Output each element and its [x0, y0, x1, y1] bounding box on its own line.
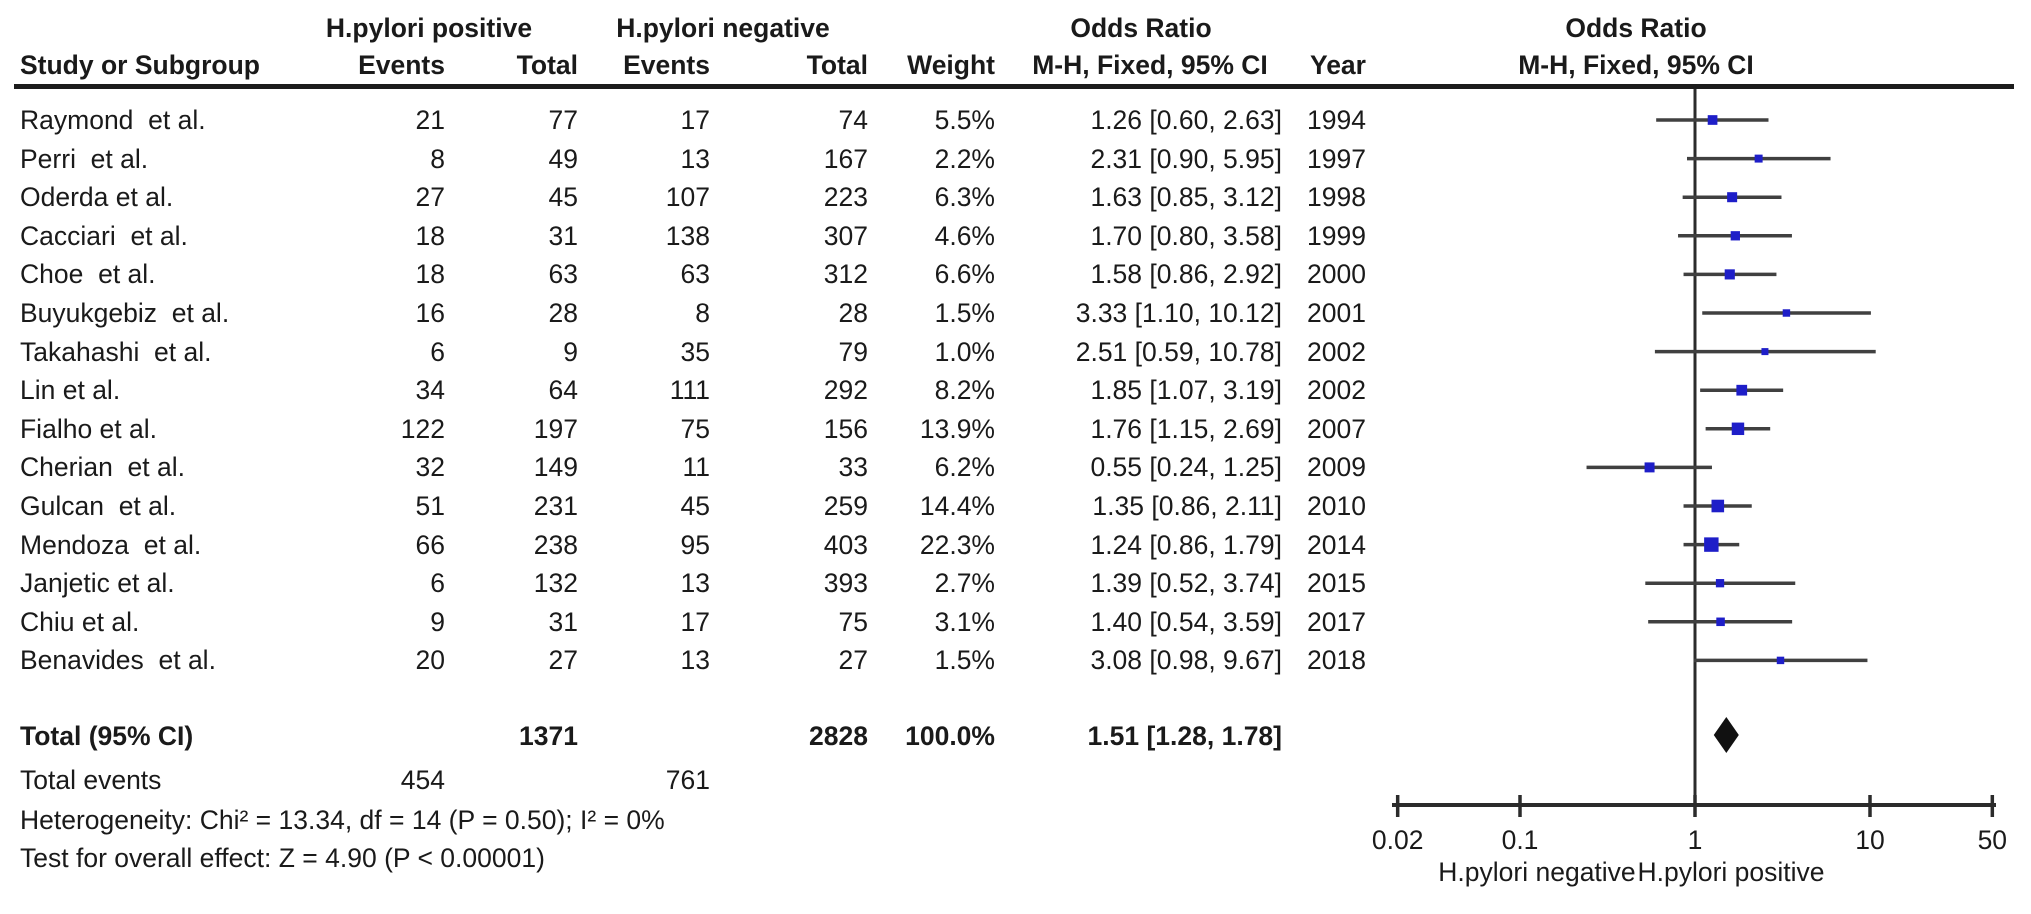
weight-cell: 6.3%	[934, 182, 995, 213]
year-cell: 1994	[1307, 105, 1366, 135]
or-square-marker	[1732, 423, 1744, 435]
weight-cell: 4.6%	[934, 220, 995, 251]
study-name-cell: Choe et al.	[20, 259, 156, 290]
or-ci-cell: 2.31 [0.90, 5.95]	[1090, 143, 1282, 174]
total-positive-cell: 49	[548, 143, 578, 174]
total-positive-cell: 77	[548, 105, 578, 135]
or-square-marker	[1716, 618, 1725, 627]
events-negative-cell: 17	[680, 105, 710, 135]
total-negative-cell: 167	[823, 143, 868, 174]
year-cell: 2009	[1307, 452, 1366, 483]
or-ci-cell: 2.51 [0.59, 10.78]	[1075, 336, 1282, 367]
total-negative-sum: 2828	[809, 721, 868, 751]
or-ci-cell: 1.76 [1.15, 2.69]	[1090, 413, 1282, 444]
plot-title: Odds Ratio	[1565, 13, 1707, 43]
or-square-marker	[1645, 462, 1655, 472]
study-name-cell: Buyukgebiz et al.	[20, 298, 230, 328]
heterogeneity-stats: Heterogeneity: Chi² = 13.34, df = 14 (P = 0.50); I² = 0%	[20, 805, 665, 835]
events-negative-cell: 45	[680, 491, 710, 521]
events-positive-cell: 16	[415, 298, 445, 328]
total-negative-cell: 312	[823, 259, 868, 290]
plot-subtitle: M-H, Fixed, 95% CI	[1518, 50, 1754, 80]
events-negative-cell: 111	[669, 375, 710, 406]
total-positive-cell: 64	[548, 375, 578, 406]
events-positive-cell: 6	[430, 568, 445, 599]
total-positive-sum: 1371	[519, 721, 578, 751]
total-positive-cell: 63	[548, 259, 578, 290]
study-name-cell: Oderda et al.	[20, 182, 174, 213]
overall-effect-stats: Test for overall effect: Z = 4.90 (P < 0.00001)	[20, 843, 545, 873]
study-name-cell: Janjetic et al.	[20, 568, 175, 599]
or-ci-cell: 1.63 [0.85, 3.12]	[1090, 182, 1282, 213]
year-cell: 2002	[1307, 336, 1366, 367]
total-negative-cell: 79	[838, 336, 868, 367]
or-square-marker	[1725, 269, 1735, 279]
or-square-marker	[1755, 155, 1763, 163]
total-positive-cell: 197	[533, 413, 578, 444]
total-negative-cell: 28	[838, 298, 868, 328]
study-name-cell: Chiu et al.	[20, 606, 140, 637]
or-square-marker	[1712, 500, 1725, 513]
events-negative-cell: 8	[695, 298, 710, 328]
study-name-cell: Benavides et al.	[20, 645, 216, 676]
events-negative-cell: 13	[680, 568, 710, 599]
weight-cell: 8.2%	[934, 375, 995, 406]
weight-cell: 2.2%	[934, 143, 995, 174]
total-positive-cell: 45	[548, 182, 578, 213]
total-positive-cell: 238	[533, 529, 578, 560]
weight-cell: 1.5%	[934, 298, 995, 328]
events-negative-cell: 95	[680, 529, 710, 560]
or-ci-cell: 1.70 [0.80, 3.58]	[1090, 220, 1282, 251]
total-positive-cell: 28	[548, 298, 578, 328]
events-positive-cell: 21	[415, 105, 445, 135]
total-negative-cell: 403	[823, 529, 868, 560]
events-negative-cell: 17	[680, 606, 710, 637]
total-negative-cell: 33	[838, 452, 868, 483]
study-name-cell: Cacciari et al.	[20, 220, 188, 251]
year-cell: 2018	[1307, 645, 1366, 676]
group-header-negative: H.pylori negative	[616, 13, 830, 43]
or-square-marker	[1783, 309, 1790, 316]
weight-cell: 6.6%	[934, 259, 995, 290]
events-positive-cell: 66	[415, 529, 445, 560]
summary-diamond	[1714, 717, 1739, 753]
or-ci-cell: 1.40 [0.54, 3.59]	[1090, 606, 1282, 637]
year-cell: 1997	[1307, 143, 1366, 174]
or-square-marker	[1708, 115, 1718, 125]
events-positive-cell: 18	[415, 259, 445, 290]
right-direction-label: H.pylori positive	[1637, 857, 1825, 887]
axis-tick-label: 10	[1855, 825, 1885, 855]
column-header-or-ci: M-H, Fixed, 95% CI	[1032, 50, 1268, 80]
year-cell: 2002	[1307, 375, 1366, 406]
or-ci-cell: 1.85 [1.07, 3.19]	[1090, 375, 1282, 406]
or-ci-cell: 0.55 [0.24, 1.25]	[1090, 452, 1282, 483]
column-header-total-positive: Total	[516, 50, 578, 80]
weight-cell: 13.9%	[919, 413, 995, 444]
or-square-marker	[1716, 579, 1724, 587]
events-negative-cell: 13	[680, 143, 710, 174]
total-positive-cell: 27	[548, 645, 578, 676]
events-positive-cell: 34	[415, 375, 445, 406]
column-header-weight: Weight	[907, 50, 995, 80]
year-cell: 1999	[1307, 220, 1366, 251]
total-events-positive: 454	[400, 765, 445, 795]
weight-cell: 1.5%	[934, 645, 995, 676]
total-positive-cell: 9	[563, 336, 578, 367]
or-ci-cell: 1.24 [0.86, 1.79]	[1090, 529, 1282, 560]
or-ci-cell: 3.33 [1.10, 10.12]	[1075, 298, 1282, 328]
total-positive-cell: 231	[533, 491, 578, 521]
events-positive-cell: 20	[415, 645, 445, 676]
total-weight: 100.0%	[905, 721, 995, 751]
study-name-cell: Cherian et al.	[20, 452, 185, 483]
events-positive-cell: 9	[430, 606, 445, 637]
year-cell: 2015	[1307, 568, 1366, 599]
events-positive-cell: 6	[430, 336, 445, 367]
study-name-cell: Perri et al.	[20, 143, 149, 174]
column-header-total-negative: Total	[806, 50, 868, 80]
total-negative-cell: 75	[838, 606, 868, 637]
events-negative-cell: 13	[680, 645, 710, 676]
column-header-year: Year	[1309, 50, 1366, 80]
weight-cell: 1.0%	[934, 336, 995, 367]
or-ci-cell: 3.08 [0.98, 9.67]	[1090, 645, 1282, 676]
weight-cell: 6.2%	[934, 452, 995, 483]
weight-cell: 2.7%	[934, 568, 995, 599]
or-square-marker	[1727, 192, 1737, 202]
events-positive-cell: 18	[415, 220, 445, 251]
total-positive-cell: 31	[548, 220, 578, 251]
axis-tick-label: 0.02	[1371, 825, 1424, 855]
year-cell: 2001	[1307, 298, 1366, 328]
study-name-cell: Raymond et al.	[20, 105, 206, 135]
total-events-label: Total events	[20, 765, 162, 795]
weight-cell: 14.4%	[919, 491, 995, 521]
events-positive-cell: 27	[415, 182, 445, 213]
total-positive-cell: 31	[548, 606, 578, 637]
events-negative-cell: 63	[680, 259, 710, 290]
events-negative-cell: 138	[665, 220, 710, 251]
events-positive-cell: 8	[430, 143, 445, 174]
column-header-events-positive: Events	[358, 50, 445, 80]
column-header-study: Study or Subgroup	[20, 50, 260, 80]
weight-cell: 3.1%	[934, 606, 995, 637]
total-row-label: Total (95% CI)	[20, 721, 194, 751]
year-cell: 2014	[1307, 529, 1366, 560]
or-square-marker	[1761, 348, 1768, 355]
total-negative-cell: 223	[823, 182, 868, 213]
column-header-events-negative: Events	[623, 50, 710, 80]
events-negative-cell: 107	[665, 182, 710, 213]
left-direction-label: H.pylori negative	[1438, 857, 1636, 887]
events-negative-cell: 75	[680, 413, 710, 444]
year-cell: 2010	[1307, 491, 1366, 521]
or-ci-cell: 1.39 [0.52, 3.74]	[1090, 568, 1282, 599]
total-events-negative: 761	[665, 765, 710, 795]
or-ci-cell: 1.58 [0.86, 2.92]	[1090, 259, 1282, 290]
total-negative-cell: 259	[823, 491, 868, 521]
study-name-cell: Fialho et al.	[20, 413, 157, 444]
events-positive-cell: 32	[415, 452, 445, 483]
or-ci-cell: 1.35 [0.86, 2.11]	[1092, 491, 1282, 521]
study-name-cell: Lin et al.	[20, 375, 121, 406]
odds-ratio-column-title: Odds Ratio	[1070, 13, 1212, 43]
axis-tick-label: 50	[1977, 825, 2008, 855]
total-negative-cell: 307	[823, 220, 868, 251]
events-negative-cell: 35	[680, 336, 710, 367]
events-positive-cell: 122	[400, 413, 445, 444]
study-name-cell: Gulcan et al.	[20, 491, 177, 521]
year-cell: 1998	[1307, 182, 1366, 213]
study-name-cell: Mendoza et al.	[20, 529, 202, 560]
year-cell: 2007	[1307, 413, 1366, 444]
or-square-marker	[1777, 657, 1784, 664]
total-positive-cell: 149	[533, 452, 578, 483]
weight-cell: 22.3%	[919, 529, 995, 560]
study-name-cell: Takahashi et al.	[20, 336, 212, 367]
or-square-marker	[1704, 537, 1718, 551]
year-cell: 2017	[1307, 606, 1366, 637]
axis-tick-label: 1	[1687, 825, 1703, 855]
total-negative-cell: 393	[823, 568, 868, 599]
weight-cell: 5.5%	[934, 105, 995, 135]
or-ci-cell: 1.26 [0.60, 2.63]	[1090, 105, 1282, 135]
total-positive-cell: 132	[533, 568, 578, 599]
total-negative-cell: 292	[823, 375, 868, 406]
total-negative-cell: 74	[838, 105, 868, 135]
total-negative-cell: 156	[823, 413, 868, 444]
or-square-marker	[1731, 231, 1740, 240]
axis-tick-label: 0.1	[1501, 825, 1539, 855]
events-negative-cell: 11	[682, 452, 710, 483]
total-or-ci: 1.51 [1.28, 1.78]	[1087, 721, 1282, 751]
or-square-marker	[1736, 385, 1747, 396]
total-negative-cell: 27	[838, 645, 868, 676]
group-header-positive: H.pylori positive	[325, 13, 533, 43]
year-cell: 2000	[1307, 259, 1366, 290]
events-positive-cell: 51	[415, 491, 445, 521]
